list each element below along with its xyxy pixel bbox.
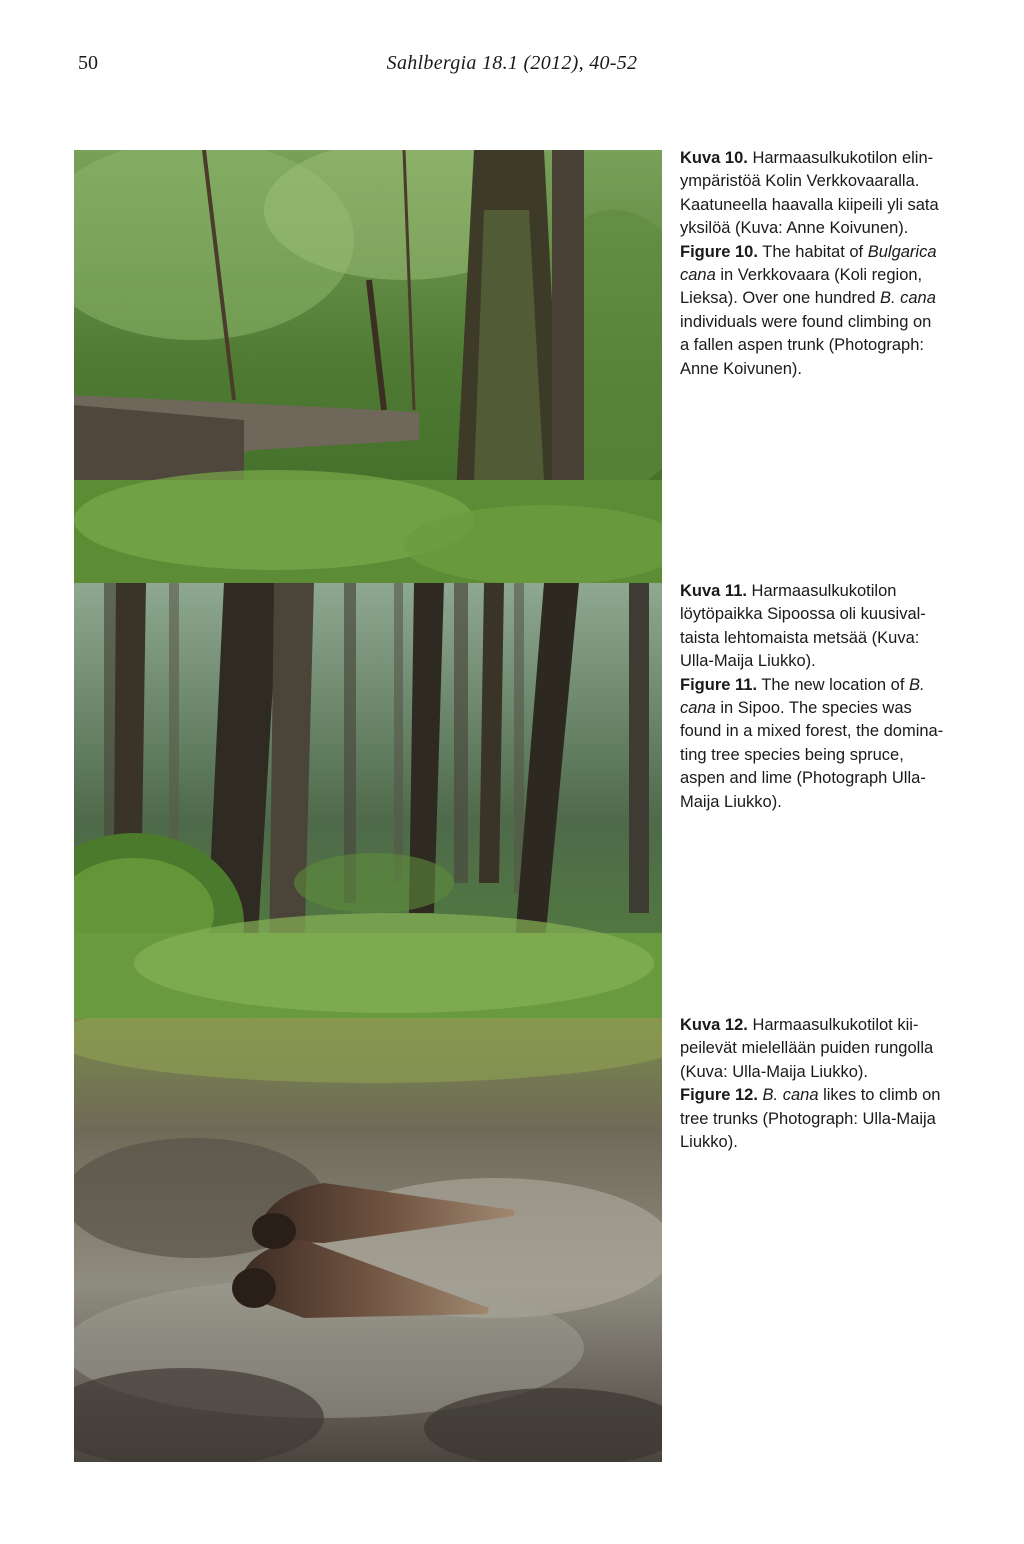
figure-caption-12	[680, 1014, 980, 1154]
caption-text: Harmaasulkukotilot kii-	[747, 1016, 919, 1034]
caption-text: in Verkkovaara (Koli region,	[715, 266, 923, 285]
caption-text: a fallen aspen trunk (Photograph:	[680, 336, 924, 355]
caption-text: The habitat of	[757, 242, 868, 261]
species-name: B.	[909, 675, 925, 694]
caption-text: in Sipoo. The species was	[715, 699, 912, 718]
caption-text: taista lehtomaista metsää (Kuva:	[680, 628, 920, 647]
species-name: B. cana	[762, 1086, 819, 1105]
species-name: B. cana	[879, 289, 936, 308]
caption-text: löytöpaikka Sipoossa oli kuusival-	[680, 605, 926, 624]
caption-text: likes to climb on	[818, 1086, 941, 1105]
caption-label-en: Figure 10.	[680, 242, 758, 261]
running-header: Sahlbergia 18.1 (2012), 40-52	[386, 52, 638, 74]
page-number: 50	[78, 52, 98, 74]
caption-text: individuals were found climbing on	[680, 312, 932, 331]
caption-label-fi: Kuva 10.	[680, 149, 748, 167]
caption-text: Ulla-Maija Liukko).	[680, 652, 816, 671]
species-name: cana	[680, 699, 716, 718]
caption-label-fi: Kuva 11.	[680, 582, 747, 600]
caption-text: ting tree species being spruce,	[680, 745, 904, 764]
photo-mixed-spruce-forest	[74, 583, 662, 1018]
figure-caption-10	[680, 147, 980, 381]
caption-label-en: Figure 11.	[680, 675, 758, 694]
photo-snails-on-trunk	[74, 1018, 662, 1462]
photo-forest-fallen-trunk	[74, 150, 662, 583]
caption-text: Harmaasulkukotilon elin-	[747, 149, 934, 167]
caption-text: Maija Liukko).	[680, 792, 782, 811]
caption-text: tree trunks (Photograph: Ulla-Maija	[680, 1109, 936, 1128]
species-name: cana	[680, 266, 716, 285]
caption-text: Lieksa). Over one hundred	[680, 289, 880, 308]
caption-text: The new location of	[757, 675, 909, 694]
caption-text: found in a mixed forest, the domina-	[680, 722, 944, 741]
caption-label-en: Figure 12.	[680, 1086, 758, 1105]
species-name: Bulgarica	[867, 242, 937, 261]
figure-caption-11	[680, 580, 980, 814]
caption-text: Harmaasulkukotilon	[746, 582, 897, 600]
caption-text: yksilöä (Kuva: Anne Koivunen).	[680, 219, 909, 238]
caption-text: peilevät mielellään puiden rungolla	[680, 1039, 934, 1058]
caption-text: aspen and lime (Photograph Ulla-	[680, 769, 926, 788]
caption-label-fi: Kuva 12.	[680, 1016, 748, 1034]
caption-text: Anne Koivunen).	[680, 359, 803, 378]
caption-text: (Kuva: Ulla-Maija Liukko).	[680, 1062, 868, 1081]
caption-text: Kaatuneella haavalla kiipeili yli sata	[680, 195, 939, 214]
caption-text: ympäristöä Kolin Verkkovaaralla.	[680, 172, 920, 191]
caption-text: Liukko).	[680, 1133, 738, 1152]
